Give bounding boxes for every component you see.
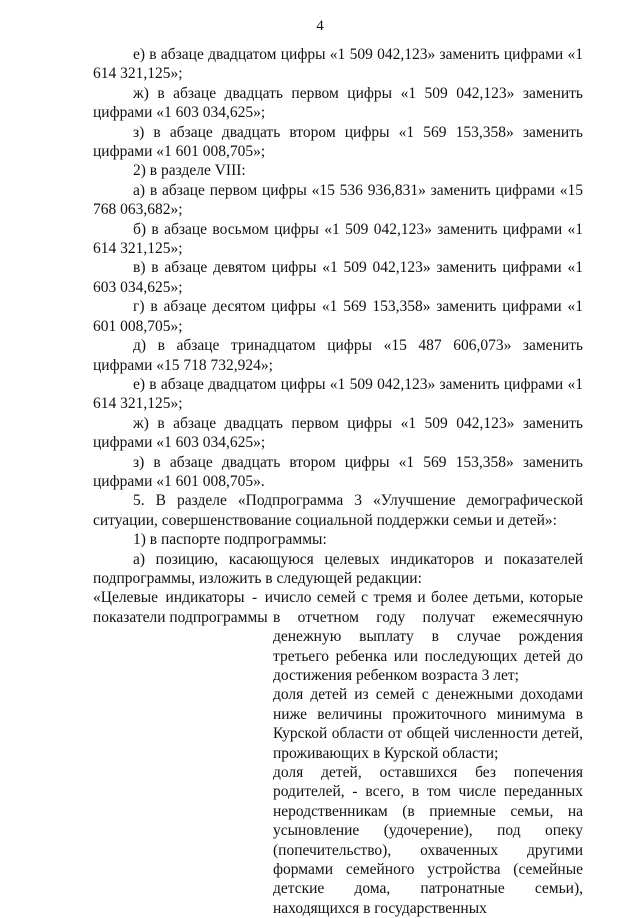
paragraph-amendment-z-22: з) в абзаце двадцать втором цифры «1 569 153,358» заменить цифрами «1 601 008,705»; — [93, 123, 583, 161]
paragraph-position: а) позицию, касающуюся целевых индикаторов и показателей подпрограммы, изложить в следующей редакции: — [93, 550, 583, 587]
paragraph-amendment-d-13: д) в абзаце тринадцатом цифры «15 487 606,073» заменить цифрами «15 718 732,924»; — [93, 337, 583, 374]
paragraph-amendment-g-10: г) в абзаце десятом цифры «1 569 153,358» заменить цифрами «1 601 008,705»; — [93, 298, 583, 335]
table-right-item: доля детей, оставшихся без попечения родителей, - всего, в том числе переданных неродственникам (в приемные семьи, на усыновление (удочерение), под опеку (попечительство), охваченных другими формами семейного устройства (семейные детские дома, патронатные семьи), находящихся в государственных — [273, 764, 583, 917]
page-number: 4 — [316, 18, 324, 34]
paragraph-amendment-zh-21b: ж) в абзаце двадцать первом цифры «1 509 042,123» заменить цифрами «1 603 034,625»; — [93, 414, 583, 452]
paragraph-amendment-v-9: в) в абзаце девятом цифры «1 509 042,123» заменить цифрами «1 603 034,625»; — [93, 259, 583, 296]
paragraph-amendment-b-8: б) в абзаце восьмом цифры «1 509 042,123» заменить цифрами «1 614 321,125»; — [93, 220, 583, 258]
paragraph-passport: 1) в паспорте подпрограммы: — [133, 531, 327, 549]
document-body — [93, 45, 583, 918]
indicators-table — [93, 588, 583, 918]
paragraph-amendment-e-20: е) в абзаце двадцатом цифры «1 509 042,123» заменить цифрами «1 614 321,125»; — [93, 46, 583, 83]
paragraph-section-subprogram-3: 5. В разделе «Подпрограмма 3 «Улучшение демографической ситуации, совершенствование социальной поддержки семьи и детей»: — [93, 492, 583, 529]
table-right-item: число семей с тремя и более детьми, которые в отчетном году получат ежемесячную денежную выплату в случае рождения третьего ребенка или последующих детей до достижения ребенком возраста 3 лет; — [273, 589, 583, 684]
table-left-label: «Целевые индикаторы - и показатели подпрограммы — [93, 589, 273, 626]
paragraph-amendment-e-20b: е) в абзаце двадцатом цифры «1 509 042,123» заменить цифрами «1 614 321,125»; — [93, 375, 583, 413]
table-right-column — [273, 588, 583, 918]
table-left-column — [93, 588, 273, 918]
paragraph-section-viii: 2) в разделе VIII: — [133, 162, 246, 180]
paragraph-amendment-zh-21: ж) в абзаце двадцать первом цифры «1 509 042,123» заменить цифрами «1 603 034,625»; — [93, 84, 583, 122]
paragraph-amendment-a-1: а) в абзаце первом цифры «15 536 936,831» заменить цифрами «15 768 063,682»; — [93, 181, 583, 219]
table-right-item: доля детей из семей с денежными доходами ниже величины прожиточного минимума в Курской области от общей численности детей, проживающих в Курской области; — [273, 686, 583, 762]
paragraph-amendment-z-22b: з) в абзаце двадцать втором цифры «1 569 153,358» заменить цифрами «1 601 008,705». — [93, 453, 583, 490]
